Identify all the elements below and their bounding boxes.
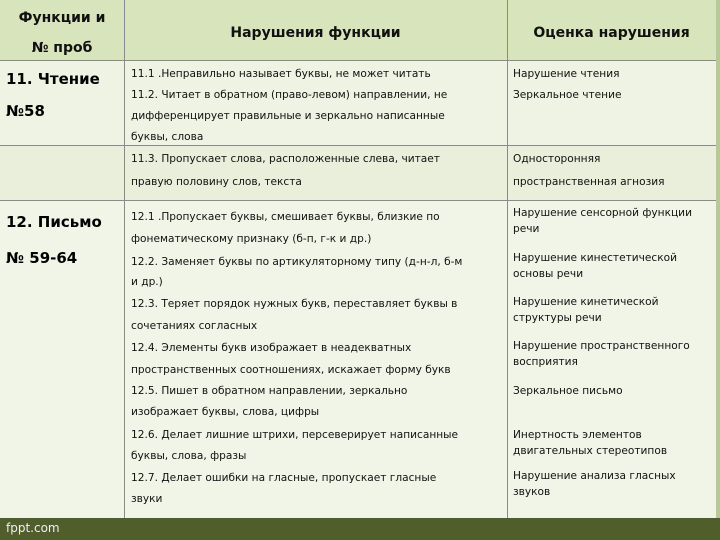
writing-item-1-line-1: 12.1 .Пропускает буквы, смешивает буквы, близкие по [131, 211, 440, 223]
writing-item-4-line-2: пространственных соотношениях, искажает форму букв [131, 364, 451, 376]
reading-item-3-line-1: 11.3. Пропускает слова, расположенные слева, читает [131, 153, 440, 165]
header-functions: Функции и [18, 10, 106, 26]
section-divider [0, 200, 716, 201]
writing-item-2-line-2: и др.) [131, 276, 163, 288]
footer-bar [0, 518, 720, 540]
writing-item-6-assessment-line-1: Инертность элементов [513, 429, 642, 441]
writing-item-7-assessment-line-2: звуков [513, 486, 551, 498]
reading-title: 11. Чтение [6, 70, 100, 88]
writing-title: 12. Письмо [6, 213, 102, 231]
header-assessment: Оценка нарушения [533, 25, 690, 41]
header-divider [0, 60, 716, 61]
reading-item-3-assessment-line-1: Односторонняя [513, 153, 601, 165]
footer-site-label: fppt.com [6, 521, 60, 535]
reading-item-3-assessment-line-2: пространственная агнозия [513, 176, 665, 188]
reading-item-2-line-2: дифференцирует правильные и зеркально написанные [131, 110, 445, 122]
writing-item-4-assessment-line-2: восприятия [513, 356, 578, 368]
reading-item-2-line-3: буквы, слова [131, 131, 204, 143]
row-divider [0, 145, 716, 146]
writing-item-1-assessment-line-2: речи [513, 223, 540, 235]
writing-item-6-line-1: 12.6. Делает лишние штрихи, персеверирует написанные [131, 429, 459, 441]
reading-item-1-line-1: 11.1 .Неправильно называет буквы, не может читать [131, 68, 431, 80]
reading-item-3-line-2: правую половину слов, текста [131, 176, 302, 188]
writing-item-2-assessment-line-2: основы речи [513, 268, 584, 280]
writing-item-3-assessment-line-1: Нарушение кинетической [513, 296, 659, 308]
writing-item-2-line-1: 12.2. Заменяет буквы по артикуляторному типу (д-н-л, б-м [131, 256, 463, 268]
reading-item-2-line-1: 11.2. Читает в обратном (право-левом) направлении, не [131, 89, 448, 101]
column-divider-2 [507, 0, 508, 518]
writing-probes: № 59-64 [6, 249, 78, 267]
writing-item-7-assessment-line-1: Нарушение анализа гласных [513, 470, 676, 482]
writing-item-7-line-2: звуки [131, 493, 163, 505]
writing-item-3-line-1: 12.3. Теряет порядок нужных букв, переставляет буквы в [131, 298, 458, 310]
header-violations: Нарушения функции [230, 25, 401, 41]
reading-item-2-assessment: Зеркальное чтение [513, 89, 622, 101]
writing-item-4-line-1: 12.4. Элементы букв изображает в неадекватных [131, 342, 412, 354]
reading-item-1-assessment: Нарушение чтения [513, 68, 620, 80]
column-divider-1 [124, 0, 125, 518]
writing-item-6-line-2: буквы, слова, фразы [131, 450, 247, 462]
writing-item-5-line-2: изображает буквы, слова, цифры [131, 406, 320, 418]
writing-item-1-assessment-line-1: Нарушение сенсорной функции [513, 207, 692, 219]
reading-probes: №58 [6, 102, 45, 120]
header-probes: № проб [31, 40, 93, 56]
writing-item-5-line-1: 12.5. Пишет в обратном направлении, зеркально [131, 385, 408, 397]
writing-item-4-assessment-line-1: Нарушение пространственного [513, 340, 690, 352]
writing-item-6-assessment-line-2: двигательных стереотипов [513, 445, 668, 457]
writing-item-3-assessment-line-2: структуры речи [513, 312, 602, 324]
writing-item-3-line-2: сочетаниях согласных [131, 320, 258, 332]
writing-item-2-assessment-line-1: Нарушение кинестетической [513, 252, 678, 264]
right-edge-bar [716, 0, 720, 518]
writing-item-5-assessment: Зеркальное письмо [513, 385, 623, 397]
writing-item-1-line-2: фонематическому признаку (б-п, г-к и др.) [131, 233, 372, 245]
writing-item-7-line-1: 12.7. Делает ошибки на гласные, пропускает гласные [131, 472, 437, 484]
